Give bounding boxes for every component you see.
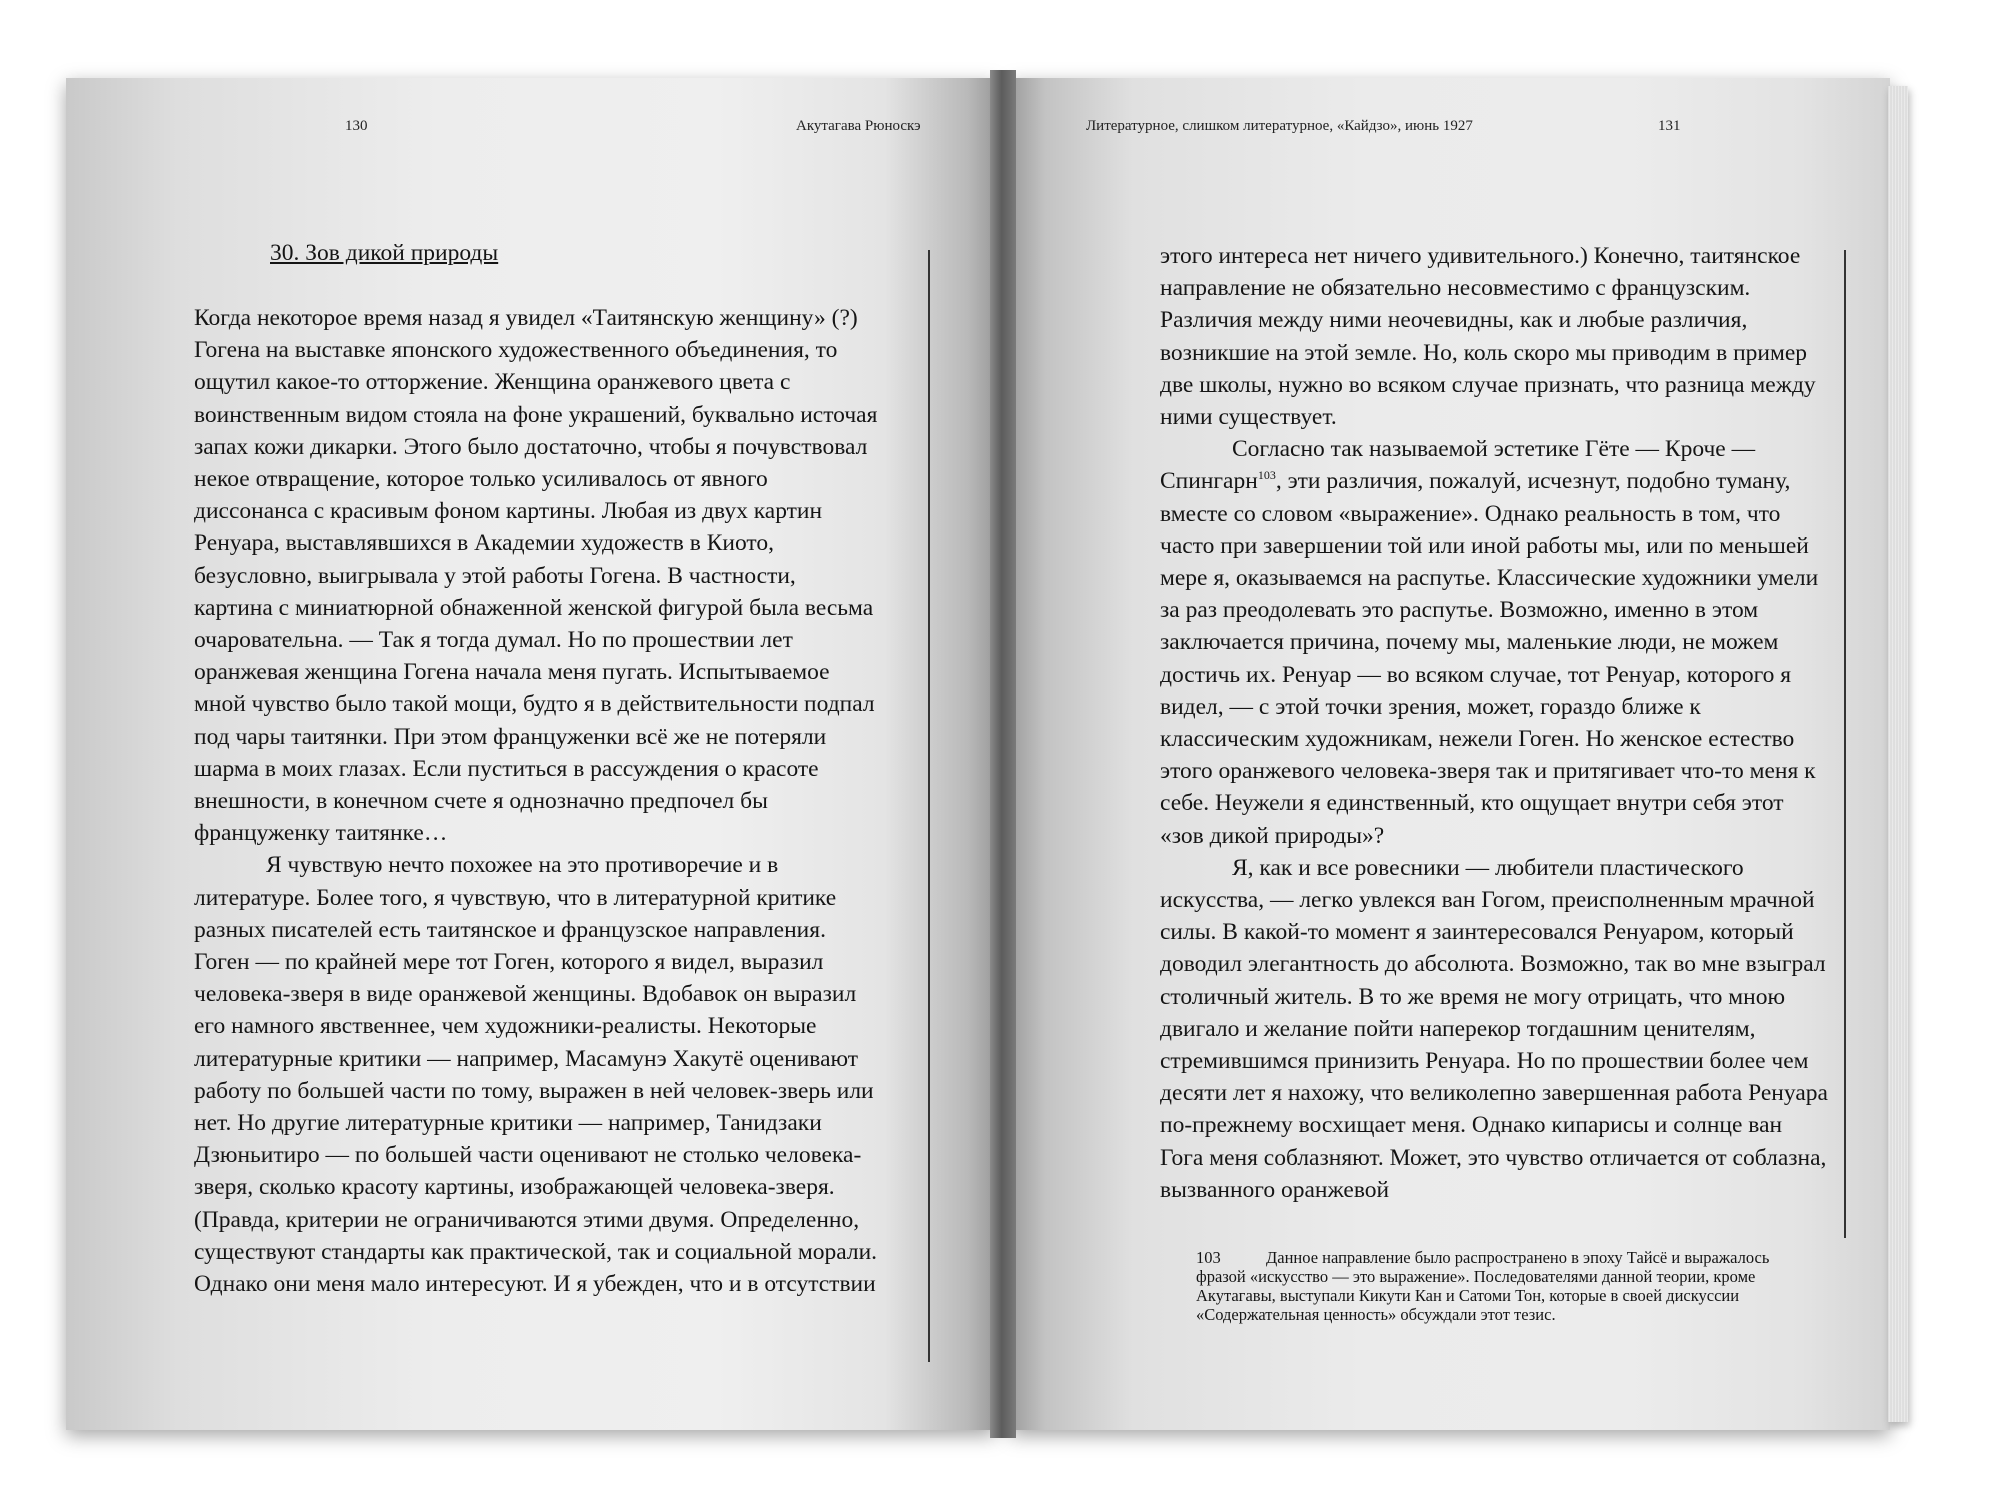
footnote-reference[interactable]: 103: [1257, 468, 1276, 483]
footnote-number: 103: [1196, 1248, 1221, 1267]
left-page-number: 130: [345, 118, 368, 134]
footnote: [1196, 1248, 1808, 1324]
page-edges: [1888, 86, 1908, 1422]
left-paragraph-2: Я чувствую нечто похожее на это противоречие и в литературе. Более того, я чувствую, что в литературной критике разных писателей есть таитянское и французское направления. Гоген — по крайней мере тот Гоген, которого я видел, выразил человека-зверя в виде оранжевой женщины. Вдобавок он выразил его намного явственнее, чем художники-реалисты. Некоторые литературные критики — например, Масамунэ Хакутё оценивают работу по большей части по тому, выражен в ней человек-зверь или нет. Но другие литературные критики — например, Танидзаки Дзюньитиро — по большей части оценивают не столько человека-зверя, сколько красоту картины, изображающей человека-зверя. (Правда, критерии не ограничиваются этими двумя. Определенно, существуют стандарты как практической, так и социальной морали. Однако они меня мало интересуют. И я убежден, что и в отсутствии: [194, 852, 878, 1298]
left-running-header: Акутагава Рюноскэ: [796, 118, 921, 134]
paragraph-2-start: Согласно так называемой эстетике Гёте — Кроче — Спингарн: [1160, 436, 1756, 495]
footnote-text: Данное направление было распространено в эпоху Тайсё и выражалось фразой «искусство — это выражение». Последователями данной теории, кроме Акутагавы, выступали Кикути Кан и Сатоми Тон, которые в своей дискуссии «Содержательная ценность» обсуждали этот тезис.: [1196, 1248, 1770, 1324]
right-paragraph-1: этого интереса нет ничего удивительного.) Конечно, таитянское направление не обязательно несовместимо с французским. Различия между ними неочевидны, как и любые различия, возникшие на этой земле. Но, коль скоро мы приводим в пример две школы, нужно во всяком случае признать, что разница между ними существует.: [1160, 243, 1816, 431]
right-paragraph-3: Я, как и все ровесники — любители пластического искусства, — легко увлекся ван Гогом, преисполненным мрачной силы. В какой-то момент я заинтересовался Ренуаром, который доводил элегантность до абсолюта. Возможно, так во мне взыграл столичный житель. В то же время не могу отрицать, что мною двигало и желание пойти наперекор тогдашним ценителям, стремившимся принизить Ренуара. Но по прошествии более чем десяти лет я нахожу, что великолепно завершенная работа Ренуара по-прежнему восхищает меня. Однако кипарисы и солнце ван Гога меня соблазняют. Может, это чувство отличается от соблазна, вызванного оранжевой: [1160, 854, 1828, 1203]
right-text-block: [1160, 240, 1828, 1206]
right-page-number: 131: [1658, 118, 1681, 134]
left-paragraph-1: Когда некоторое время назад я увидел «Таитянскую женщину» (?) Гогена на выставке японского художественного объединения, то ощутил какое-то отторжение. Женщина оранжевого цвета с воинственным видом стояла на фоне украшений, буквально источая запах кожи дикарки. Этого было достаточно, чтобы я почувствовал некое отвращение, которое только усиливалось от явного диссонанса с красивым фоном картины. Любая из двух картин Ренуара, выставлявшихся в Академии художеств в Киото, безусловно, выигрывала у этой работы Гогена. В частности, картина с миниатюрной обнаженной женской фигурой была весьма очаровательна. — Так я тогда думал. Но по прошествии лет оранжевая женщина Гогена начала меня пугать. Испытываемое мной чувство было такой мощи, будто я в действительности подпал под чары таитянки. При этом француженки всё же не потеряли шарма в моих глазах. Если пуститься в рассуждения о красоте внешности, в конечном счете я однозначно предпочел бы француженку таитянке…: [194, 305, 878, 847]
book-gutter: [990, 70, 1016, 1438]
left-text-block: [194, 302, 878, 1300]
section-heading: 30. Зов дикой природы: [270, 240, 499, 266]
left-margin-rule: [928, 250, 930, 1362]
paragraph-2-rest: , эти различия, пожалуй, исчезнут, подобно туману, вместе со словом «выражение». Однако реальность в том, что часто при завершении той или иной работы мы, или по меньшей мере я, оказываемся на распутье. Классические художники умели за раз преодолевать это распутье. Возможно, именно в этом заключается причина, почему мы, маленькие люди, не можем достичь их. Ренуар — во всяком случае, тот Ренуар, которого я видел, — с этой точки зрения, может, гораздо ближе к классическим художникам, нежели Гоген. Но женское естество этого оранжевого человека-зверя так и притягивает что-то меня к себе. Неужели я единственный, кто ощущает внутри себя этот «зов дикой природы»?: [1160, 468, 1819, 849]
right-margin-rule: [1844, 250, 1846, 1238]
right-paragraph-2: [1160, 433, 1828, 852]
right-running-header: Литературное, слишком литературное, «Кайдзо», июнь 1927: [1086, 118, 1473, 134]
